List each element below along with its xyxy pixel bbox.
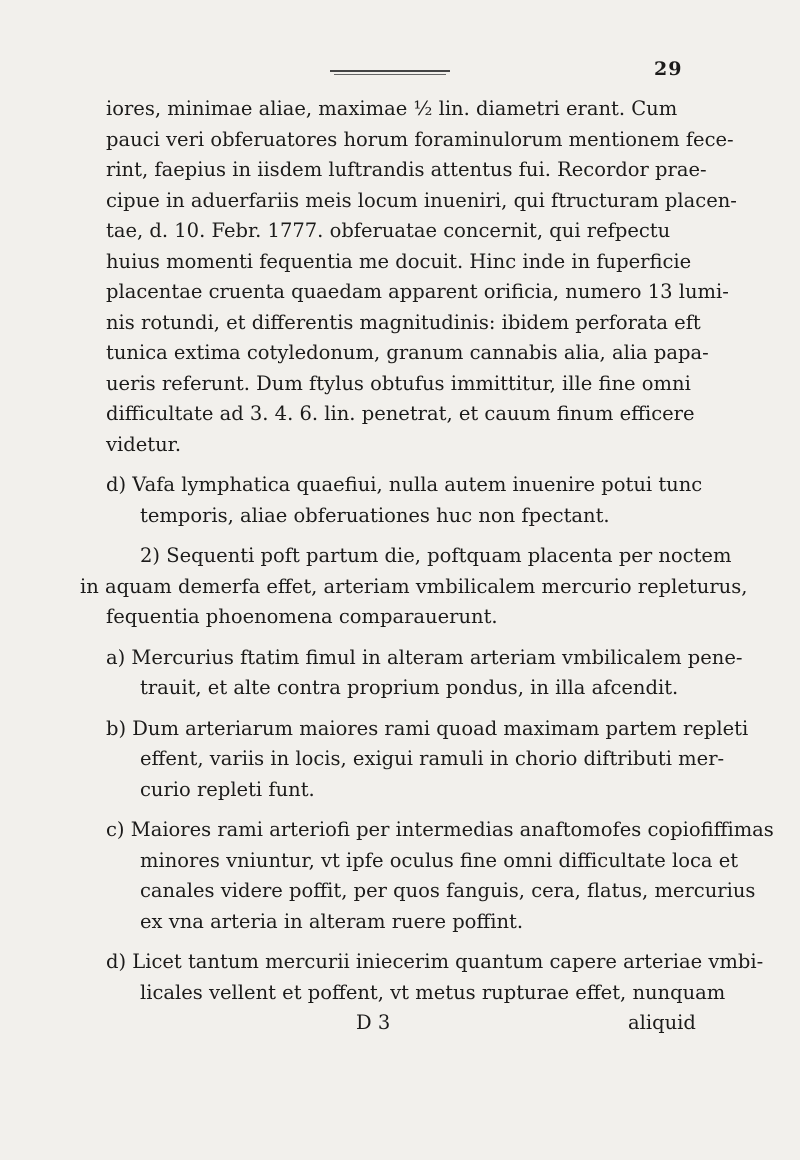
header-rule [330,70,450,72]
item-b-line: b) Dum arteriarum maiores rami quoad maximam partem repleti [106,716,749,740]
item-d2-line: licales vellent et poffent, vt metus rupturae effet, nunquam [140,980,726,1004]
text-line: videtur. [106,432,182,456]
text-line: cipue in aduerfariis meis locum inueniri, qui ftructuram placen- [106,188,737,212]
item-d2-line: d) Licet tantum mercurii iniecerim quantum capere arteriae vmbi- [106,950,764,973]
text-line: difficultate ad 3. 4. 6. lin. penetrat, et cauum finum efficere [106,402,695,425]
item-c-line: ex vna arteria in alteram ruere poffint. [140,909,524,933]
item-a-line: a) Mercurius ftatim fimul in alteram arteriam vmbilicalem pene- [106,645,743,669]
header-rule-secondary [334,74,446,75]
signature-mark: D 3 [356,1011,391,1034]
text-line: tae, d. 10. Febr. 1777. obferuatae concernit, qui refpectu [106,219,671,242]
item-c-line: minores vniuntur, vt ipfe oculus fine omni difficultate loca et [140,848,739,872]
section-2-line: 2) Sequenti poft partum die, poftquam placenta per noctem [140,544,732,567]
text-line: nis rotundi, et differentis magnitudinis: ibidem perforata eft [106,310,701,334]
item-d-line: d) Vafa lymphatica quaefiui, nulla autem inuenire potui tunc [106,473,703,496]
item-c-line: canales videre poffit, per quos fanguis, cera, flatus, mercurius [140,879,756,902]
page-number: 29 [654,58,683,80]
section-2-line: in aquam demerfa effet, arteriam vmbilicalem mercurio repleturus, [80,574,748,598]
item-b-line: effent, variis in locis, exigui ramuli in chorio diftributi mer- [140,747,725,770]
page-footer [106,1008,706,1039]
text-line: iores, minimae aliae, maximae ½ lin. diametri erant. Cum [106,97,678,120]
item-a-line: trauit, et alte contra proprium pondus, in illa afcendit. [140,676,679,699]
text-line: tunica extima cotyledonum, granum cannabis alia, alia papa- [106,341,709,364]
text-line: rint, faepius in iisdem luftrandis attentus fui. Recordor prae- [106,158,707,181]
body-text [80,94,774,1039]
text-line: placentae cruenta quaedam apparent orificia, numero 13 lumi- [106,280,729,303]
item-b-line: curio repleti funt. [140,777,315,801]
text-line: ueris referunt. Dum ftylus obtufus immittitur, ille fine omni [106,371,691,395]
text-line: huius momenti fequentia me docuit. Hinc inde in fuperficie [106,249,692,273]
text-line: pauci veri obferuatores horum foraminulorum mentionem fece- [106,127,734,151]
catchword: aliquid [628,1011,696,1034]
item-d-line: temporis, aliae obferuationes huc non fpectant. [140,503,610,527]
item-c-line: c) Maiores rami arteriofi per intermedias anaftomofes copiofiffimas [106,818,774,841]
section-2-line: fequentia phoenomena comparauerunt. [106,605,498,628]
